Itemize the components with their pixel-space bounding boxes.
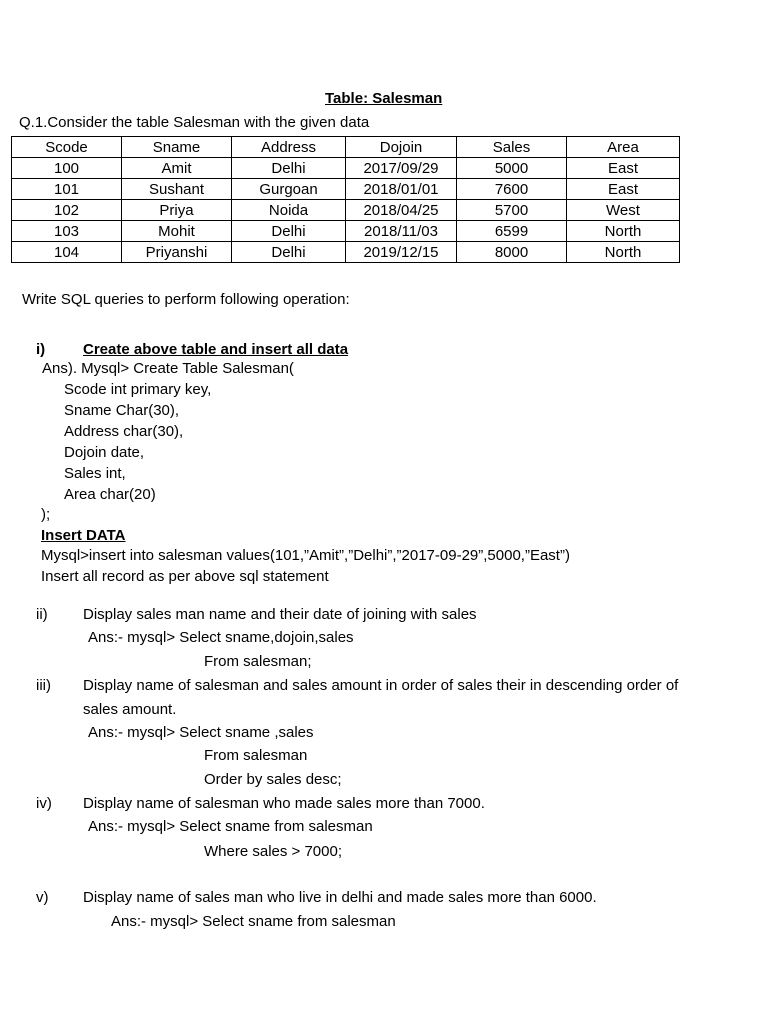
cell-sales: 6599 [457, 221, 567, 242]
q1-field: Address char(30), [64, 423, 184, 440]
cell-scode: 102 [12, 200, 122, 221]
cell-area: North [567, 242, 680, 263]
q5-text: Display name of sales man who live in delhi and made sales more than 6000. [83, 889, 597, 906]
insert-statement: Mysql>insert into salesman values(101,”Amit”,”Delhi”,”2017-09-29”,5000,”East”) [41, 547, 570, 564]
cell-scode: 104 [12, 242, 122, 263]
cell-address: Delhi [232, 242, 346, 263]
q1-field: Scode int primary key, [64, 381, 212, 398]
cell-dojoin: 2019/12/15 [346, 242, 457, 263]
q3-answer-line: Order by sales desc; [204, 771, 342, 788]
cell-sname: Priyanshi [122, 242, 232, 263]
q1-field: Area char(20) [64, 486, 156, 503]
cell-address: Noida [232, 200, 346, 221]
header-dojoin: Dojoin [346, 137, 457, 158]
cell-address: Delhi [232, 221, 346, 242]
q3-answer: Ans:- mysql> Select sname ,sales [88, 724, 314, 741]
question-text: Q.1.Consider the table Salesman with the given data [19, 114, 370, 131]
q3-answer-line: From salesman [204, 747, 308, 764]
page-title: Table: Salesman [325, 90, 443, 107]
q5-number: v) [36, 889, 49, 906]
q2-text: Display sales man name and their date of joining with sales [83, 606, 477, 623]
instruction-text: Write SQL queries to perform following operation: [22, 291, 350, 308]
cell-sname: Amit [122, 158, 232, 179]
cell-sname: Mohit [122, 221, 232, 242]
q2-number: ii) [36, 606, 48, 623]
cell-sname: Sushant [122, 179, 232, 200]
cell-sales: 7600 [457, 179, 567, 200]
insert-note: Insert all record as per above sql statement [41, 568, 329, 585]
cell-dojoin: 2018/11/03 [346, 221, 457, 242]
q3-text-cont: sales amount. [83, 701, 177, 718]
q1-number: i) [36, 341, 46, 358]
q5-answer: Ans:- mysql> Select sname from salesman [111, 913, 396, 930]
table-header-row [12, 137, 680, 158]
cell-scode: 101 [12, 179, 122, 200]
q1-field: Sales int, [64, 465, 126, 482]
q1-field: Sname Char(30), [64, 402, 180, 419]
cell-scode: 103 [12, 221, 122, 242]
q4-number: iv) [36, 795, 52, 812]
table-row [12, 200, 680, 221]
table-row [12, 221, 680, 242]
q1-answer: Ans). Mysql> Create Table Salesman( [42, 360, 294, 377]
cell-dojoin: 2018/01/01 [346, 179, 457, 200]
q1-close: ); [41, 506, 51, 523]
header-sales: Sales [457, 137, 567, 158]
cell-address: Delhi [232, 158, 346, 179]
salesman-table [11, 136, 680, 263]
cell-sales: 5000 [457, 158, 567, 179]
cell-sales: 5700 [457, 200, 567, 221]
cell-area: East [567, 179, 680, 200]
header-address: Address [232, 137, 346, 158]
q4-answer: Ans:- mysql> Select sname from salesman [88, 818, 373, 835]
cell-sales: 8000 [457, 242, 567, 263]
table-row [12, 179, 680, 200]
header-sname: Sname [122, 137, 232, 158]
q1-field: Dojoin date, [64, 444, 145, 461]
cell-address: Gurgoan [232, 179, 346, 200]
cell-dojoin: 2017/09/29 [346, 158, 457, 179]
table-row [12, 158, 680, 179]
cell-area: West [567, 200, 680, 221]
cell-area: North [567, 221, 680, 242]
cell-scode: 100 [12, 158, 122, 179]
cell-area: East [567, 158, 680, 179]
q1-heading: Create above table and insert all data [83, 341, 349, 358]
q3-text: Display name of salesman and sales amount in order of sales their in descending order of [83, 677, 679, 694]
q4-answer-line: Where sales > 7000; [204, 843, 342, 860]
table-row [12, 242, 680, 263]
q2-answer: Ans:- mysql> Select sname,dojoin,sales [88, 629, 354, 646]
q2-answer-line: From salesman; [204, 653, 312, 670]
header-scode: Scode [12, 137, 122, 158]
cell-sname: Priya [122, 200, 232, 221]
cell-dojoin: 2018/04/25 [346, 200, 457, 221]
header-area: Area [567, 137, 680, 158]
q4-text: Display name of salesman who made sales more than 7000. [83, 795, 485, 812]
q3-number: iii) [36, 677, 51, 694]
insert-heading: Insert DATA [41, 527, 126, 544]
